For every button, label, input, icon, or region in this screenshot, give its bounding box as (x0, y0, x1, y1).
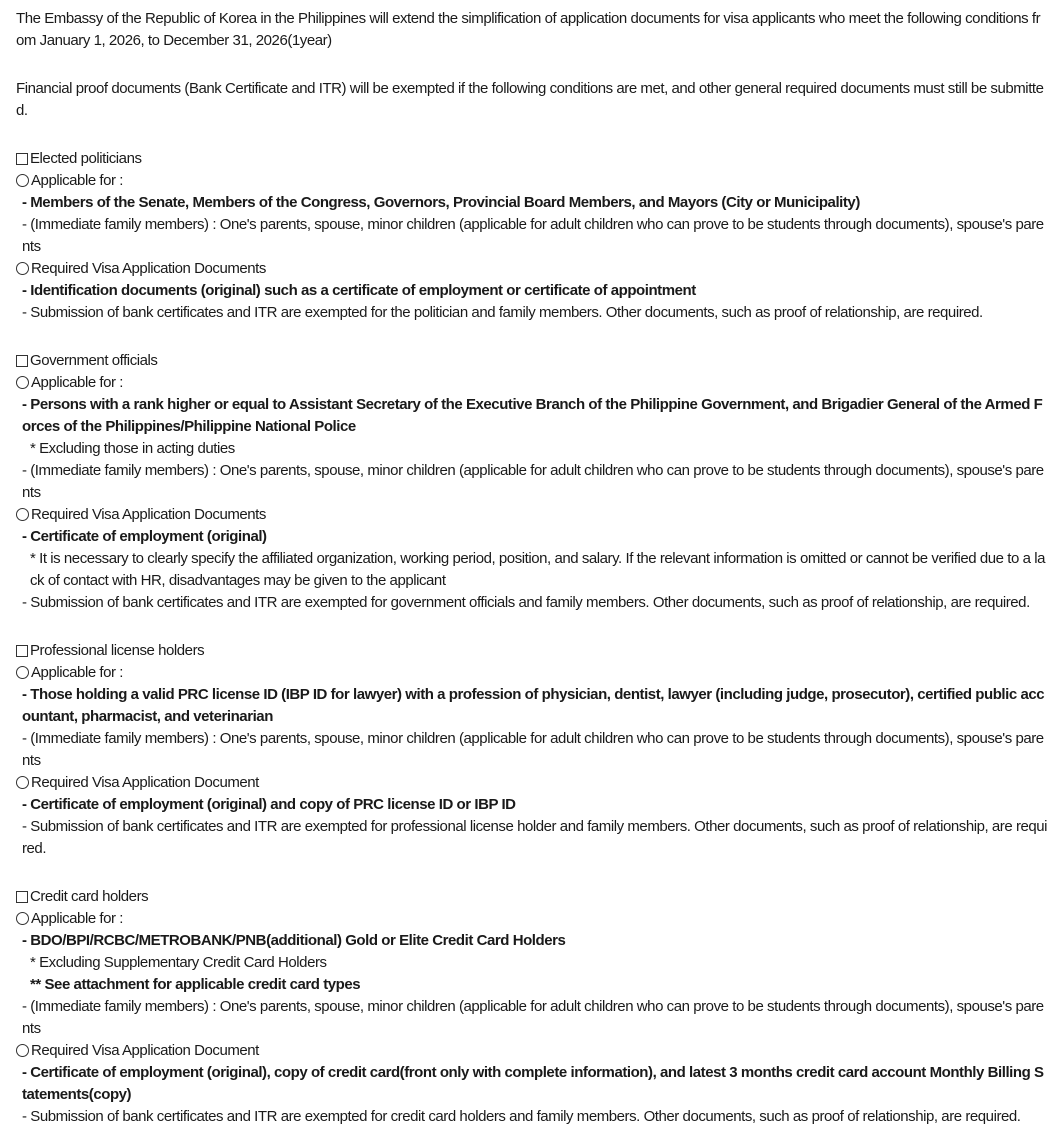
applicable-heading (16, 908, 1048, 930)
exemption-note: - Submission of bank certificates and ITR are exempted for the politician and family members. Other documents, such as proof of relationship, are required. (22, 304, 983, 321)
section-heading (16, 350, 1048, 372)
applicable-heading (16, 170, 1048, 192)
circle-bullet-icon (16, 262, 29, 275)
intro-paragraph-2: Financial proof documents (Bank Certificate and ITR) will be exempted if the following conditions are met, and other general required documents must still be submitted. (16, 80, 1044, 119)
docs-note: * It is necessary to clearly specify the affiliated organization, working period, position, and salary. If the relevant information is omitted or cannot be verified due to a lack of contact with HR, disadvantages may be given to the applicant (30, 550, 1045, 589)
checkbox-square-icon (16, 891, 28, 903)
applicable-main: - Persons with a rank higher or equal to Assistant Secretary of the Executive Branch of the Philippine Government, and Brigadier General of the Armed Forces of the Philippines/Philippine National Police (22, 396, 1043, 435)
applicable-heading (16, 372, 1048, 394)
docs-heading (16, 504, 1048, 526)
docs-heading (16, 1040, 1048, 1062)
section-heading (16, 148, 1048, 170)
applicable-main: - BDO/BPI/RCBC/METROBANK/PNB(additional) Gold or Elite Credit Card Holders (22, 932, 566, 949)
docs-heading (16, 258, 1048, 280)
circle-bullet-icon (16, 776, 29, 789)
exemption-note: - Submission of bank certificates and ITR are exempted for professional license holder and family members. Other documents, such as proof of relationship, are required. (22, 818, 1048, 857)
applicable-label: Applicable for : (31, 664, 124, 681)
checkbox-square-icon (16, 645, 28, 657)
circle-bullet-icon (16, 666, 29, 679)
circle-bullet-icon (16, 912, 29, 925)
circle-bullet-icon (16, 508, 29, 521)
section-government-officials (16, 350, 1048, 614)
section-heading (16, 886, 1048, 908)
exemption-note: - Submission of bank certificates and ITR are exempted for credit card holders and family members. Other documents, such as proof of relationship, are required. (22, 1108, 1021, 1125)
docs-main: - Certificate of employment (original), copy of credit card(front only with complete information), and latest 3 months credit card account Monthly Billing Statements(copy) (22, 1064, 1044, 1103)
applicable-label: Applicable for : (31, 910, 124, 927)
docs-main: - Identification documents (original) such as a certificate of employment or certificate of appointment (22, 282, 696, 299)
section-credit-card-holders (16, 886, 1048, 1128)
section-heading (16, 640, 1048, 662)
intro-paragraph-1: The Embassy of the Republic of Korea in the Philippines will extend the simplification of application documents for visa applicants who meet the following conditions from January 1, 2026, to December 31, 2026(1year) (16, 10, 1041, 49)
section-elected-politicians (16, 148, 1048, 324)
exemption-note: - Submission of bank certificates and ITR are exempted for government officials and family members. Other documents, such as proof of relationship, are required. (22, 594, 1030, 611)
docs-heading (16, 772, 1048, 794)
family-members: - (Immediate family members) : One's parents, spouse, minor children (applicable for adult children who can prove to be students through documents), spouse's parents (22, 216, 1044, 255)
applicable-note: * Excluding those in acting duties (30, 440, 235, 457)
applicable-label: Applicable for : (31, 172, 124, 189)
applicable-main: - Members of the Senate, Members of the Congress, Governors, Provincial Board Members, and Mayors (City or Municipality) (22, 194, 860, 211)
checkbox-square-icon (16, 355, 28, 367)
docs-label: Required Visa Application Document (31, 1042, 259, 1059)
applicable-label: Applicable for : (31, 374, 124, 391)
circle-bullet-icon (16, 1044, 29, 1057)
circle-bullet-icon (16, 376, 29, 389)
family-members: - (Immediate family members) : One's parents, spouse, minor children (applicable for adult children who can prove to be students through documents), spouse's parents (22, 730, 1044, 769)
section-title: Elected politicians (30, 150, 142, 167)
section-title: Credit card holders (30, 888, 149, 905)
docs-main: - Certificate of employment (original) and copy of PRC license ID or IBP ID (22, 796, 516, 813)
section-professional-license-holders (16, 640, 1048, 860)
docs-main: - Certificate of employment (original) (22, 528, 267, 545)
checkbox-square-icon (16, 153, 28, 165)
circle-bullet-icon (16, 174, 29, 187)
applicable-main: - Those holding a valid PRC license ID (IBP ID for lawyer) with a profession of physician, dentist, lawyer (including judge, prosecutor), certified public accountant, pharmacist, and veterinarian (22, 686, 1045, 725)
family-members: - (Immediate family members) : One's parents, spouse, minor children (applicable for adult children who can prove to be students through documents), spouse's parents (22, 462, 1044, 501)
family-members: - (Immediate family members) : One's parents, spouse, minor children (applicable for adult children who can prove to be students through documents), spouse's parents (22, 998, 1044, 1037)
docs-label: Required Visa Application Documents (31, 260, 266, 277)
docs-label: Required Visa Application Document (31, 774, 259, 791)
section-title: Professional license holders (30, 642, 205, 659)
applicable-heading (16, 662, 1048, 684)
section-title: Government officials (30, 352, 158, 369)
applicable-note: * Excluding Supplementary Credit Card Holders (30, 954, 327, 971)
applicable-note-2: ** See attachment for applicable credit card types (30, 976, 361, 993)
docs-label: Required Visa Application Documents (31, 506, 266, 523)
